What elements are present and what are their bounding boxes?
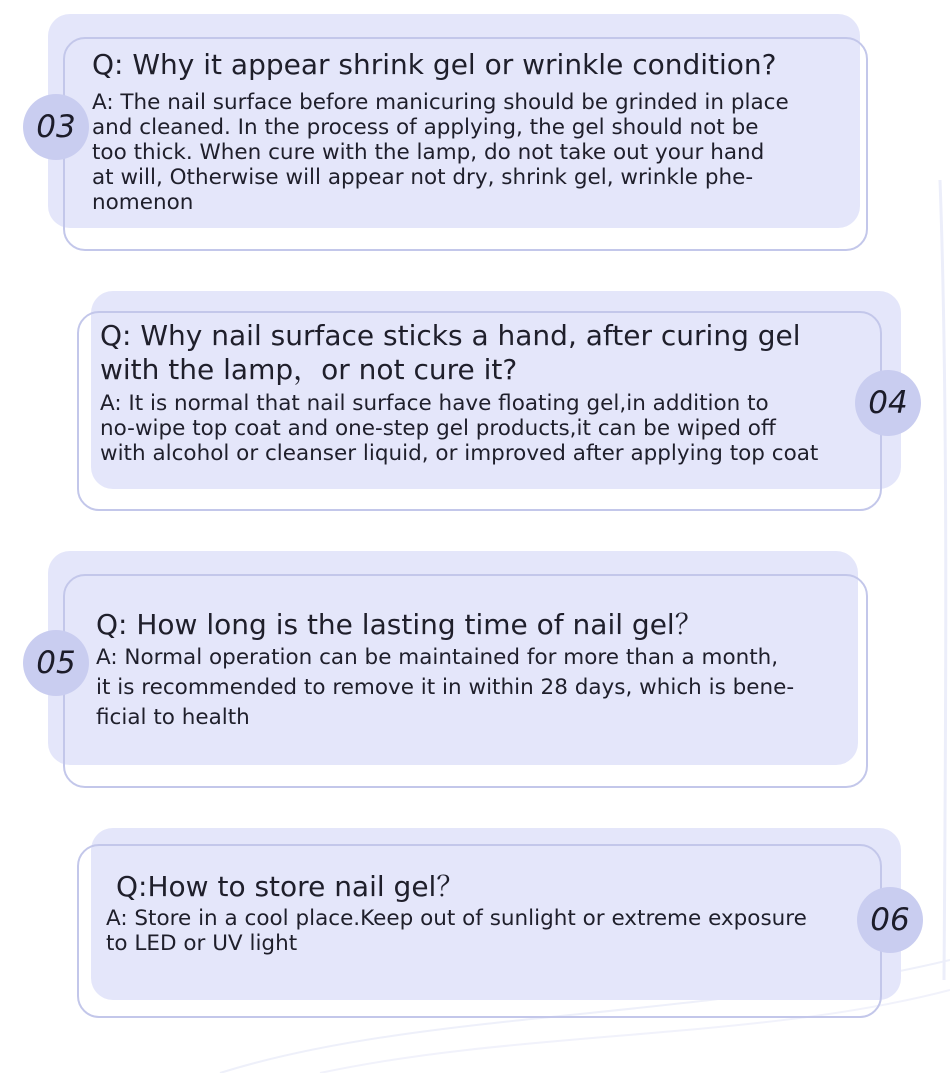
number-badge-06: 06 [857,887,923,953]
answer-line: ficial to health [96,705,250,730]
answer-line: A: Normal operation can be maintained for more than a month, [96,645,779,670]
number-badge-03: 03 [23,94,89,160]
question-line: Q: Why nail surface sticks a hand, after curing gel [100,319,801,352]
answer-line: and cleaned. In the process of applying, the gel should not be [92,115,759,140]
answer-06 [106,906,807,956]
answer-line: it is recommended to remove it in within 28 days, which is bene- [96,675,795,700]
question-05: Q: How long is the lasting time of nail gel？ [96,608,703,641]
number-badge-04: 04 [855,370,921,436]
answer-line: A: It is normal that nail surface have floating gel,in addition to [100,391,769,416]
question-line: with the lamp，or not cure it? [100,353,518,386]
answer-line: at will, Otherwise will appear not dry, shrink gel, wrinkle phe- [92,165,754,190]
answer-line: A: Store in a cool place.Keep out of sunlight or extreme exposure [106,906,807,931]
answer-line: too thick. When cure with the lamp, do not take out your hand [92,140,765,165]
answer-04 [100,391,818,466]
number-badge-05: 05 [23,630,89,696]
answer-03 [92,90,789,215]
question-04 [100,319,801,387]
answer-line: A: The nail surface before manicuring should be grinded in place [92,90,789,115]
answer-line: to LED or UV light [106,931,298,956]
answer-line: no-wipe top coat and one-step gel products,it can be wiped off [100,416,776,441]
question-03: Q: Why it appear shrink gel or wrinkle condition? [92,48,777,81]
answer-05 [96,643,794,733]
answer-line: nomenon [92,190,194,215]
question-06: Q:How to store nail gel？ [116,870,465,903]
answer-line: with alcohol or cleanser liquid, or improved after applying top coat [100,441,819,466]
